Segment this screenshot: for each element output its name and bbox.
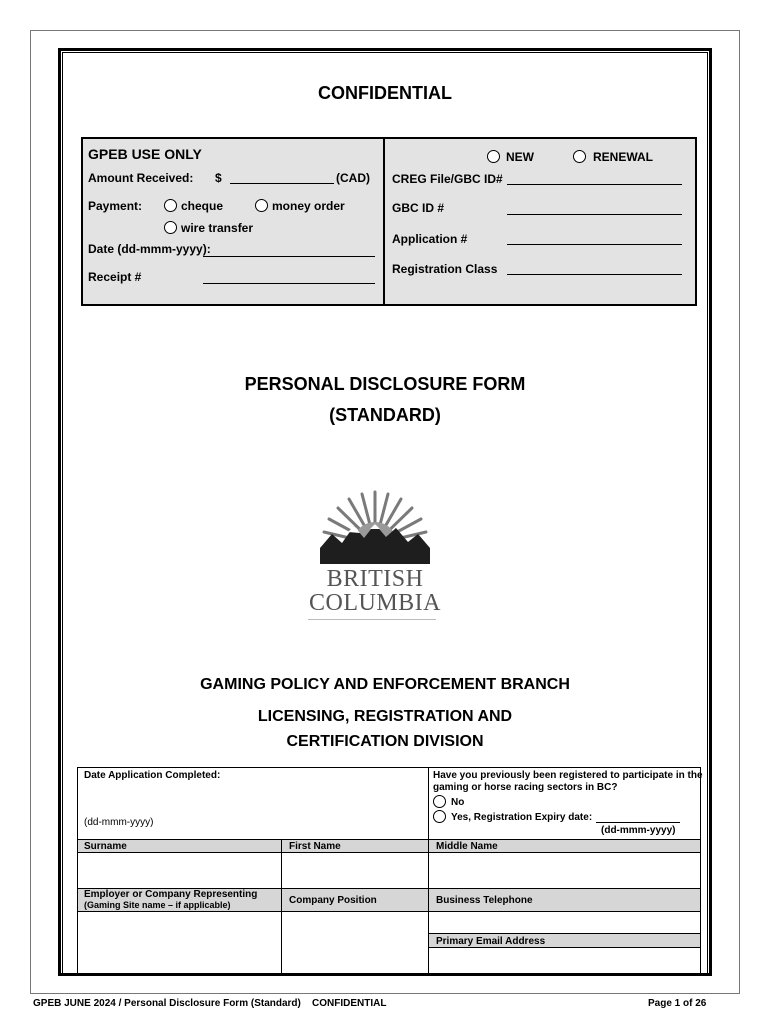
form-subtitle: (STANDARD) bbox=[329, 405, 441, 425]
yes-radio[interactable] bbox=[433, 810, 446, 823]
money-order-label: money order bbox=[272, 199, 345, 213]
gpeb-date-input[interactable] bbox=[203, 256, 375, 257]
money-order-radio[interactable] bbox=[255, 199, 268, 212]
cheque-label: cheque bbox=[181, 199, 224, 213]
registration-class-input[interactable] bbox=[507, 274, 682, 275]
receipt-input[interactable] bbox=[203, 283, 375, 284]
division-name-line1: LICENSING, REGISTRATION AND bbox=[257, 708, 513, 725]
business-telephone-header: Business Telephone bbox=[436, 895, 533, 906]
date-completed-format: (dd-mmm-yyyy) bbox=[84, 817, 154, 828]
application-number-input[interactable] bbox=[507, 244, 682, 245]
form-title: PERSONAL DISCLOSURE FORM bbox=[244, 374, 526, 394]
new-label: NEW bbox=[506, 150, 534, 164]
table-rule bbox=[77, 839, 701, 840]
surname-header: Surname bbox=[84, 841, 127, 852]
no-label: No bbox=[451, 797, 465, 808]
employer-header-note: (Gaming Site name – if applicable) bbox=[84, 900, 231, 910]
gpeb-date-label: Date (dd-mmm-yyyy): bbox=[88, 242, 211, 256]
bc-logo-sun-icon bbox=[318, 488, 432, 564]
middle-name-header: Middle Name bbox=[436, 841, 498, 852]
bc-logo-wordmark-line2: COLUMBIA bbox=[308, 590, 441, 616]
bc-logo-wordmark-line1: BRITISH bbox=[326, 566, 424, 592]
employer-header: Employer or Company Representing bbox=[84, 889, 258, 900]
wire-transfer-label: wire transfer bbox=[181, 221, 254, 235]
primary-email-input[interactable] bbox=[429, 948, 700, 975]
amount-received-label: Amount Received: bbox=[88, 171, 194, 185]
gpeb-title: GPEB USE ONLY bbox=[88, 146, 202, 162]
logo-underline bbox=[308, 619, 436, 620]
business-telephone-input[interactable] bbox=[429, 912, 700, 933]
cheque-radio[interactable] bbox=[164, 199, 177, 212]
creg-file-input[interactable] bbox=[507, 184, 682, 185]
table-rule bbox=[428, 933, 701, 934]
company-position-input[interactable] bbox=[282, 912, 428, 975]
footer-confidential: CONFIDENTIAL bbox=[312, 998, 387, 1009]
expiry-date-input[interactable] bbox=[596, 822, 680, 823]
previous-registration-question-cont: gaming or horse racing sectors in BC? bbox=[433, 782, 618, 793]
receipt-label: Receipt # bbox=[88, 270, 142, 284]
gbc-id-label: GBC ID # bbox=[392, 201, 445, 215]
date-completed-label: Date Application Completed: bbox=[84, 770, 221, 781]
employer-input[interactable] bbox=[78, 912, 281, 975]
application-number-label: Application # bbox=[392, 232, 468, 246]
renewal-radio[interactable] bbox=[573, 150, 586, 163]
no-radio[interactable] bbox=[433, 795, 446, 808]
new-radio[interactable] bbox=[487, 150, 500, 163]
middle-name-input[interactable] bbox=[429, 853, 700, 888]
first-name-header: First Name bbox=[289, 841, 341, 852]
footer-document-id: GPEB JUNE 2024 / Personal Disclosure Form (Standard) bbox=[33, 998, 301, 1009]
yes-label: Yes, Registration Expiry date: bbox=[451, 812, 593, 823]
wire-transfer-radio[interactable] bbox=[164, 221, 177, 234]
gpeb-box-divider bbox=[383, 137, 385, 306]
expiry-date-format: (dd-mmm-yyyy) bbox=[601, 825, 676, 836]
gbc-id-input[interactable] bbox=[507, 214, 682, 215]
footer-page-number: Page 1 of 26 bbox=[648, 998, 707, 1009]
payment-label: Payment: bbox=[88, 199, 143, 213]
currency-symbol: $ bbox=[215, 171, 222, 185]
first-name-input[interactable] bbox=[282, 853, 428, 888]
surname-input[interactable] bbox=[78, 853, 281, 888]
confidential-heading: CONFIDENTIAL bbox=[318, 83, 452, 103]
currency-code: (CAD) bbox=[336, 171, 370, 185]
creg-file-label: CREG File/GBC ID# bbox=[392, 172, 503, 186]
primary-email-header: Primary Email Address bbox=[436, 936, 546, 947]
renewal-label: RENEWAL bbox=[593, 150, 653, 164]
name-header-row bbox=[78, 840, 700, 852]
company-position-header: Company Position bbox=[289, 895, 377, 906]
branch-name: GAMING POLICY AND ENFORCEMENT BRANCH bbox=[200, 676, 570, 693]
registration-class-label: Registration Class bbox=[392, 262, 498, 276]
previous-registration-question: Have you previously been registered to participate in the bbox=[433, 770, 703, 781]
amount-input[interactable] bbox=[230, 183, 334, 184]
division-name-line2: CERTIFICATION DIVISION bbox=[286, 733, 484, 750]
